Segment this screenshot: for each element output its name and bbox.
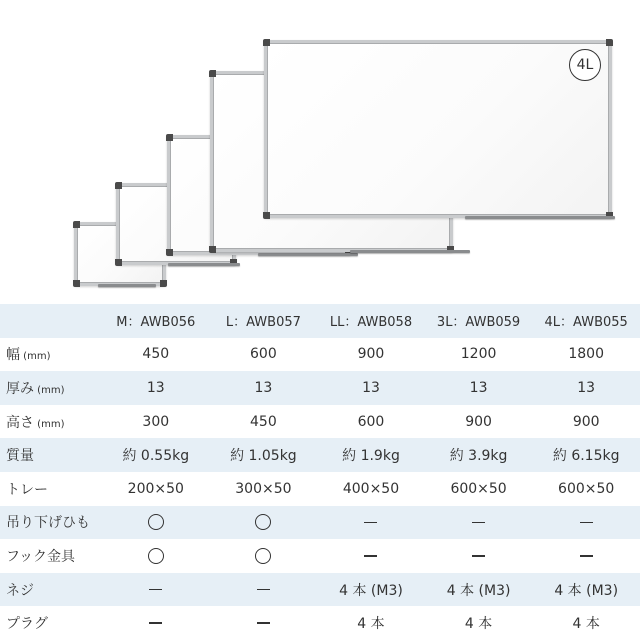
spec-cell: 13 <box>210 371 318 405</box>
row-header <box>0 371 102 405</box>
row-name: 幅 <box>6 347 20 364</box>
frame-corner-cap <box>166 134 173 141</box>
not-included-dash-icon <box>364 522 377 523</box>
spec-cell: 900 <box>357 346 385 363</box>
frame-corner-cap <box>606 39 613 46</box>
spec-table <box>0 304 640 640</box>
frame-corner-cap <box>263 212 270 219</box>
frame-corner-cap <box>209 246 216 253</box>
marker-tray <box>98 284 156 287</box>
column-header: LL：AWB058 <box>317 304 425 338</box>
frame-corner-cap <box>115 259 122 266</box>
column-header: M：AWB056 <box>102 304 210 338</box>
row-header <box>0 573 102 607</box>
row-header <box>0 438 102 472</box>
spec-cell: 約 0.55kg <box>102 438 210 472</box>
spec-cell: 450 <box>142 346 170 363</box>
column-header: L：AWB057 <box>210 304 318 338</box>
included-circle-icon <box>255 514 271 530</box>
spec-cell: 300×50 <box>235 480 292 497</box>
spec-cell: 600×50 <box>558 480 615 497</box>
not-included-dash-icon <box>257 622 270 623</box>
spec-row <box>0 438 640 472</box>
row-name: トレー <box>6 481 48 498</box>
spec-cell <box>102 606 210 640</box>
included-circle-icon <box>148 514 164 530</box>
spec-row <box>0 506 640 540</box>
spec-cell <box>102 573 210 607</box>
spec-cell: 300 <box>142 413 170 430</box>
spec-cell <box>102 539 210 573</box>
spec-cell <box>102 506 210 540</box>
spec-cell: 約 1.9kg <box>317 438 425 472</box>
spec-cell <box>317 539 425 573</box>
frame-corner-cap <box>115 182 122 189</box>
not-included-dash-icon <box>580 522 593 523</box>
row-header <box>0 506 102 540</box>
frame-corner-cap <box>166 249 173 256</box>
not-included-dash-icon <box>149 622 162 623</box>
spec-row <box>0 539 640 573</box>
size-label-badge: 4L <box>569 49 601 81</box>
row-name: 厚み <box>6 380 34 397</box>
marker-tray <box>258 253 358 256</box>
spec-cell: 約 1.05kg <box>210 438 318 472</box>
header-corner <box>0 304 102 338</box>
spec-cell <box>210 506 318 540</box>
spec-cell <box>317 506 425 540</box>
spec-cell: 1200 <box>460 346 497 363</box>
frame-corner-cap <box>209 70 216 77</box>
row-name: 吊り下げひも <box>6 515 90 532</box>
row-header <box>0 405 102 439</box>
spec-row <box>0 338 640 372</box>
spec-cell: 4 本 <box>572 616 600 633</box>
spec-cell: 1800 <box>568 346 604 363</box>
spec-cell: 400×50 <box>342 480 400 497</box>
row-name: 高さ <box>6 414 34 431</box>
marker-tray <box>168 263 240 266</box>
spec-cell: 4 本 <box>464 616 493 633</box>
row-name: ネジ <box>6 582 34 599</box>
spec-row <box>0 371 640 405</box>
frame-corner-cap <box>73 221 80 228</box>
frame-corner-cap <box>263 39 270 46</box>
spec-cell <box>532 506 640 540</box>
spec-row <box>0 573 640 607</box>
spec-cell: 4 本 (M3) <box>425 573 533 607</box>
spec-cell: 900 <box>465 413 492 430</box>
spec-header-row <box>0 304 640 338</box>
spec-cell: 600×50 <box>450 480 507 497</box>
marker-tray <box>350 250 470 253</box>
whiteboard-4l <box>264 40 612 218</box>
spec-cell: 200×50 <box>127 480 184 497</box>
spec-cell: 13 <box>532 371 640 405</box>
spec-row <box>0 405 640 439</box>
marker-tray <box>465 216 615 219</box>
row-unit: (mm) <box>20 351 51 363</box>
not-included-dash-icon <box>364 555 377 556</box>
spec-cell: 約 6.15kg <box>532 438 640 472</box>
row-unit: (mm) <box>34 384 65 396</box>
row-unit: (mm) <box>34 418 65 430</box>
row-header <box>0 338 102 372</box>
spec-cell <box>210 573 318 607</box>
row-header <box>0 606 102 640</box>
not-included-dash-icon <box>149 589 162 590</box>
spec-cell <box>532 539 640 573</box>
row-name: プラグ <box>6 616 48 633</box>
spec-cell <box>210 539 318 573</box>
spec-cell: 4 本 <box>357 616 385 633</box>
not-included-dash-icon <box>257 589 270 590</box>
spec-cell: 約 3.9kg <box>425 438 533 472</box>
spec-row <box>0 472 640 506</box>
spec-cell: 4 本 (M3) <box>317 573 425 607</box>
row-name: 質量 <box>6 448 34 465</box>
spec-cell: 13 <box>102 371 210 405</box>
whiteboard-lineup-illustration <box>0 0 640 304</box>
spec-cell <box>425 539 533 573</box>
spec-cell: 13 <box>425 371 533 405</box>
column-header: 3L：AWB059 <box>425 304 533 338</box>
spec-row <box>0 606 640 640</box>
included-circle-icon <box>255 548 271 564</box>
column-header: 4L：AWB055 <box>532 304 640 338</box>
included-circle-icon <box>148 548 164 564</box>
not-included-dash-icon <box>472 555 485 556</box>
spec-cell: 600 <box>357 413 385 430</box>
spec-cell <box>425 506 533 540</box>
spec-cell: 13 <box>317 371 425 405</box>
spec-cell: 600 <box>250 346 277 363</box>
row-name: フック金具 <box>6 548 76 565</box>
frame-corner-cap <box>73 280 80 287</box>
row-header <box>0 539 102 573</box>
spec-cell: 450 <box>250 413 277 430</box>
frame-corner-cap <box>160 280 167 287</box>
not-included-dash-icon <box>472 522 485 523</box>
not-included-dash-icon <box>580 555 593 556</box>
spec-cell <box>210 606 318 640</box>
row-header <box>0 472 102 506</box>
spec-cell: 900 <box>572 413 600 430</box>
spec-cell: 4 本 (M3) <box>532 573 640 607</box>
